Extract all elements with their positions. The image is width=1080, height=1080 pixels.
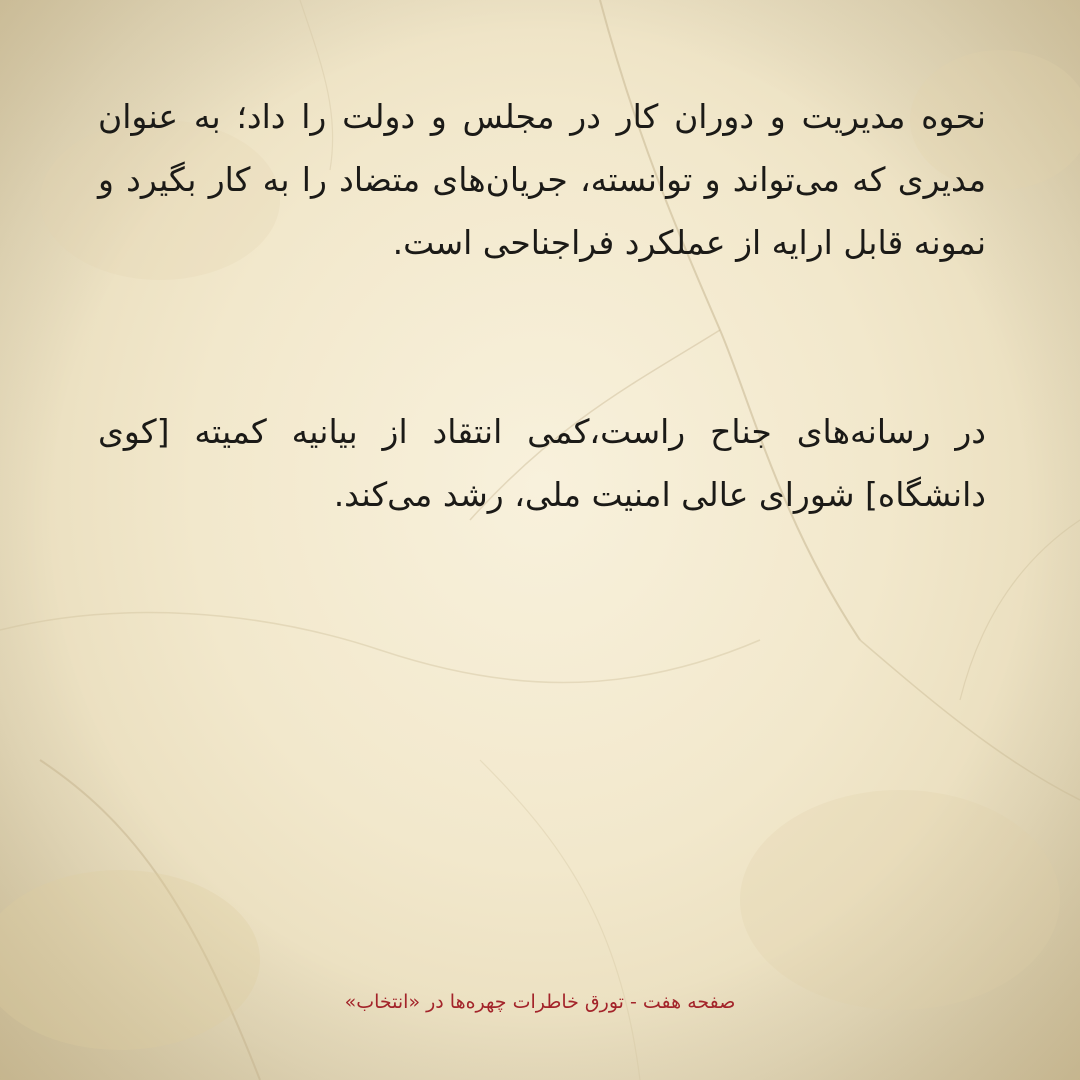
main-paragraph-2: در رسانه‌های جناح راست،کمی انتقاد از بیانیه کمیته [کوی دانشگاه] شورای عالی امنیت ملی، رشد می‌کند. <box>98 412 986 514</box>
main-paragraph-1: نحوه مدیریت و دوران کار در مجلس و دولت را داد؛ به عنوان مدیری که می‌تواند و توانسته، جریان‌های متضاد را به کار بگیرد و نمونه قابل ارایه از عملکرد فراجناحی است. <box>98 97 986 262</box>
footer-caption: صفحه هفت - تورق خاطرات چهره‌ها در «انتخاب» <box>344 991 736 1013</box>
